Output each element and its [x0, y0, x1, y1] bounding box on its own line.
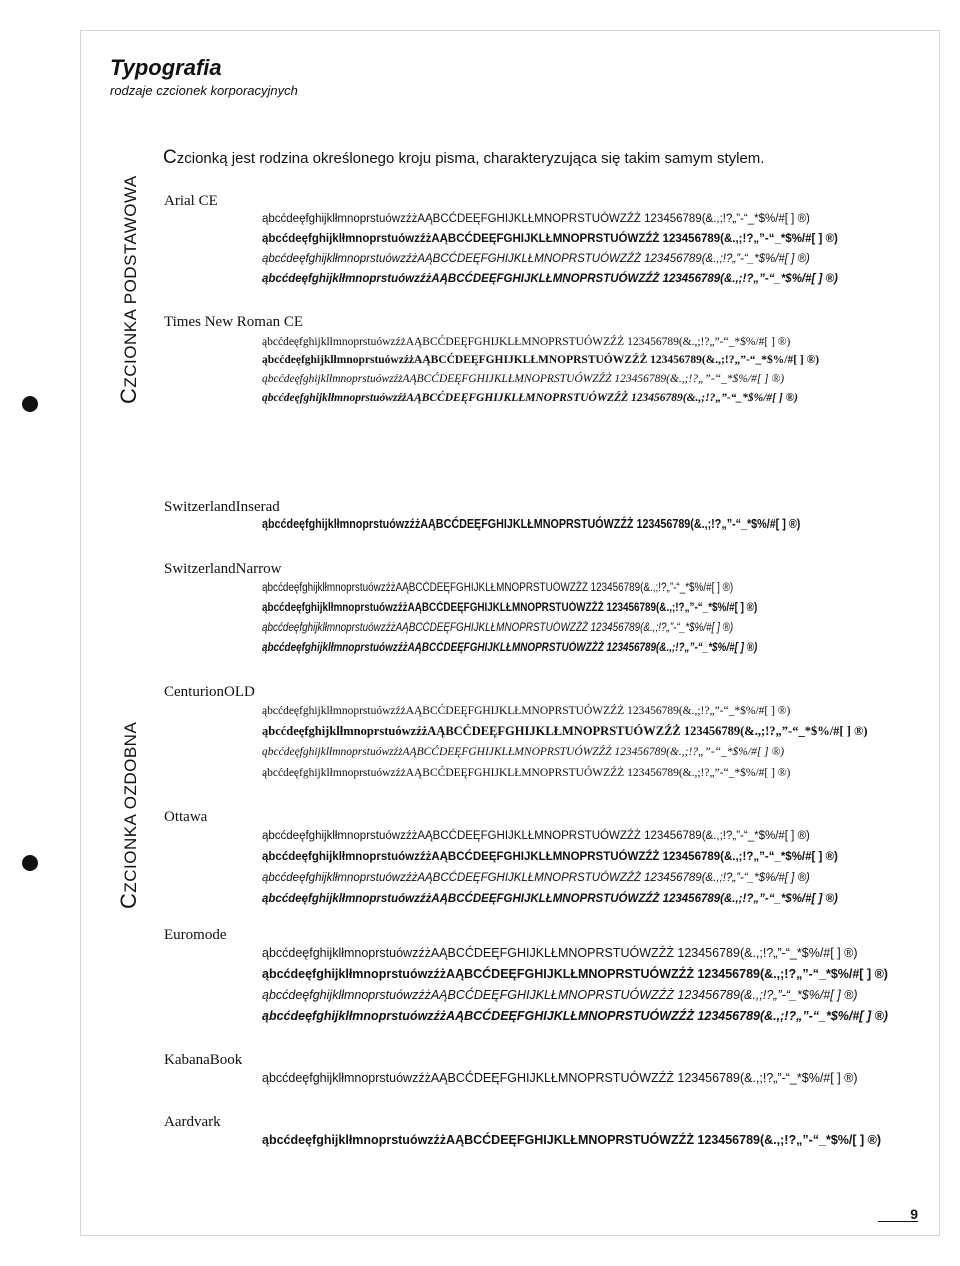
style-sample: ąbcćdeęfghijklłmnoprstuówzźżAĄBCĆDEĘFGHIJKLŁMNOPRSTUÓWZŹŻ 123456789(&.,;!?„”-“_*$%/#[ ] ®): [262, 602, 758, 614]
style-sample: ąbcćdeęfghijklłmnoprstuówzźżAĄBCĆDEĘFGHIJKLŁMNOPRSTUÓWZŹŻ 123456789(&.,;!?„”-“_*$%/#[ ] ®): [262, 705, 791, 717]
font-family-name: SwitzerlandNarrow: [164, 561, 282, 577]
style-sample: ąbcćdeęfghijklłmnoprstuówzźżAĄBCĆDEĘFGHIJKLŁMNOPRSTUÓWZŹŻ 123456789(&.,;!?„”-“_*$%/#[ ] ®): [262, 967, 888, 981]
style-sample: ąbcćdeęfghijklłmnoprstuówzźżAĄBCĆDEĘFGHIJKLŁMNOPRSTUÓWZŹŻ 123456789(&.,;!?„”-“_*$%/#[ ] ®): [262, 582, 734, 594]
intro-text: zcionką jest rodzina określonego kroju pisma, charakteryzująca się takim samym stylem.: [176, 150, 765, 167]
font-family-name: CenturionOLD: [164, 684, 255, 700]
section-label-decorative-text: ZCIONKA OZDOBNA: [121, 721, 140, 893]
font-family-name: Arial CE: [164, 193, 218, 209]
style-sample: ąbcćdeęfghijklłmnoprstuówzźżAĄBCĆDEĘFGHIJKLŁMNOPRSTUÓWZŹŻ 123456789(&.,;!?„”-“_*$%/#[ ] ®): [262, 517, 801, 531]
intro-sentence: [163, 147, 764, 169]
binder-hole-icon: [22, 855, 38, 871]
section-label-basic-text: ZCIONKA PODSTAWOWA: [121, 175, 140, 388]
intro-first-letter: C: [163, 147, 177, 168]
style-sample: ąbcćdeęfghijklłmnoprstuówzźżAĄBCĆDEĘFGHIJKLŁMNOPRSTUÓWZŹŻ 123456789(&.,;!?„”-“_*$%/#[ ] ®): [262, 893, 838, 905]
page-subtitle: rodzaje czcionek korporacyjnych: [110, 83, 298, 98]
style-sample: ąbcćdeęfghijklłmnoprstuówzźżAĄBCĆDEĘFGHIJKLŁMNOPRSTUÓWZŹŻ 123456789(&.,;!?„”-“_*$%/#[ ] ®): [262, 336, 791, 348]
style-sample: ąbcćdeęfghijklłmnoprstuówzźżAĄBCĆDEĘFGHIJKLŁMNOPRSTUÓWZŹŻ 123456789(&.,;!?„”-“_*$%/#[ ] ®): [262, 724, 868, 738]
font-family-name: Ottawa: [164, 809, 208, 825]
font-family-name: Aardvark: [164, 1114, 221, 1130]
style-sample: ąbcćdeęfghijklłmnoprstuówzźżAĄBCĆDEĘFGHIJKLŁMNOPRSTUÓWZŹŻ 123456789(&.,;!?„”-“_*$%/[ ] ®): [262, 1133, 882, 1147]
page-title: Typografia: [110, 55, 222, 80]
font-family-name: SwitzerlandInserad: [164, 499, 280, 515]
style-sample: ąbcćdeęfghijklłmnoprstuówzźżAĄBCĆDEĘFGHIJKLŁMNOPRSTUÓWZŹŻ 123456789(&.,;!?„”-“_*$%/#[ ] ®): [262, 767, 791, 779]
style-sample: ąbcćdeęfghijklłmnoprstuówzźżAĄBCĆDEĘFGHIJKLŁMNOPRSTUÓWZŹŻ 123456789(&.,;!?„”-“_*$%/#[ ] ®): [262, 1009, 888, 1023]
section-label-basic: [116, 175, 142, 404]
style-sample: ąbcćdeęfghijklłmnoprstuówzźżAĄBCĆDEĘFGHIJKLŁMNOPRSTUÓWZŹŻ 123456789(&.,;!?„”-“_*$%/#[ ] ®): [262, 988, 858, 1002]
section-label-decorative-cap: C: [116, 892, 141, 909]
page-number: 9: [878, 1207, 918, 1222]
binder-hole-icon: [22, 396, 38, 412]
style-sample: ąbcćdeęfghijklłmnoprstuówzźżAĄBCĆDEĘFGHIJKLŁMNOPRSTUÓWZŹŻ 123456789(&.,;!?„”-“_*$%/#[ ] ®): [262, 872, 810, 884]
style-sample: ąbcćdeęfghijklłmnoprstuówzźżAĄBCĆDEĘFGHIJKLŁMNOPRSTUÓWZŹŻ 123456789(&.,;!?„”-“_*$%/#[ ] ®): [262, 213, 810, 225]
style-sample: ąbcćdeęfghijklłmnoprstuówzźżAĄBCĆDEĘFGHIJKLŁMNOPRSTUÓWZŹŻ 123456789(&.,;!?„”-“_*$%/#[ ] ®): [262, 830, 810, 842]
font-family-name: KabanaBook: [164, 1052, 243, 1068]
style-sample: ąbcćdeęfghijklłmnoprstuówzźżAĄBCĆDEĘFGHIJKLŁMNOPRSTUÓWZŹŻ 123456789(&.,;!?„”-“_*$%/#[ ] ®): [262, 253, 810, 265]
style-sample: ąbcćdeęfghijklłmnoprstuówzźżAĄBCĆDEĘFGHIJKLŁMNOPRSTUÓWZŹŻ 123456789(&.,;!?„”-“_*$%/#[ ] ®): [262, 946, 858, 960]
style-sample: ąbcćdeęfghijklłmnoprstuówzźżAĄBCĆDEĘFGHIJKLŁMNOPRSTUÓWZŹŻ 123456789(&.,;!?„”-“_*$%/#[ ] ®): [262, 622, 734, 634]
style-sample: ąbcćdeęfghijklłmnoprstuówzźżAĄBCĆDEĘFGHIJKLŁMNOPRSTUÓWZŹŻ 123456789(&.,;!?„”-“_*$%/#[ ] ®): [262, 233, 838, 245]
section-label-decorative: [116, 722, 142, 909]
style-sample: ąbcćdeęfghijklłmnoprstuówzźżAĄBCĆDEĘFGHIJKLŁMNOPRSTUÓWZŹŻ 123456789(&.,;!?„”-“_*$%/#[ ] ®): [262, 746, 785, 758]
style-sample: ąbcćdeęfghijklłmnoprstuówzźżAĄBCĆDEĘFGHIJKLŁMNOPRSTUÓWZŹŻ 123456789(&.,;!?„”-“_*$%/#[ ] ®): [262, 1071, 858, 1085]
style-sample: ąbcćdeęfghijklłmnoprstuówzźżAĄBCĆDEĘFGHIJKLŁMNOPRSTUÓWZŹŻ 123456789(&.,;!?„”-“_*$%/#[ ] ®): [262, 273, 838, 285]
style-sample: ąbcćdeęfghijklłmnoprstuówzźżAĄBCĆDEĘFGHIJKLŁMNOPRSTUÓWZŹŻ 123456789(&.,;!?„”-“_*$%/#[ ] ®): [262, 851, 838, 863]
style-sample: ąbcćdeęfghijklłmnoprstuówzźżAĄBCĆDEĘFGHIJKLŁMNOPRSTUÓWZŹŻ 123456789(&.,;!?„”-“_*$%/#[ ] ®): [262, 373, 785, 385]
font-family-name: Euromode: [164, 927, 227, 943]
style-sample: ąbcćdeęfghijklłmnoprstuówzźżAĄBCĆDEĘFGHIJKLŁMNOPRSTUÓWZŹŻ 123456789(&.,;!?„”-“_*$%/#[ ] ®): [262, 354, 820, 366]
style-sample: ąbcćdeęfghijklłmnoprstuówzźżAĄBCĆDEĘFGHIJKLŁMNOPRSTUÓWZŹŻ 123456789(&.,;!?„”-“_*$%/#[ ] ®): [262, 642, 758, 654]
style-sample: ąbcćdeęfghijklłmnoprstuówzźżAĄBCĆDEĘFGHIJKLŁMNOPRSTUÓWZŹŻ 123456789(&.,;!?„”-“_*$%/#[ ] ®): [262, 392, 799, 404]
font-family-name: Times New Roman CE: [164, 314, 304, 330]
section-label-basic-cap: C: [116, 387, 141, 404]
